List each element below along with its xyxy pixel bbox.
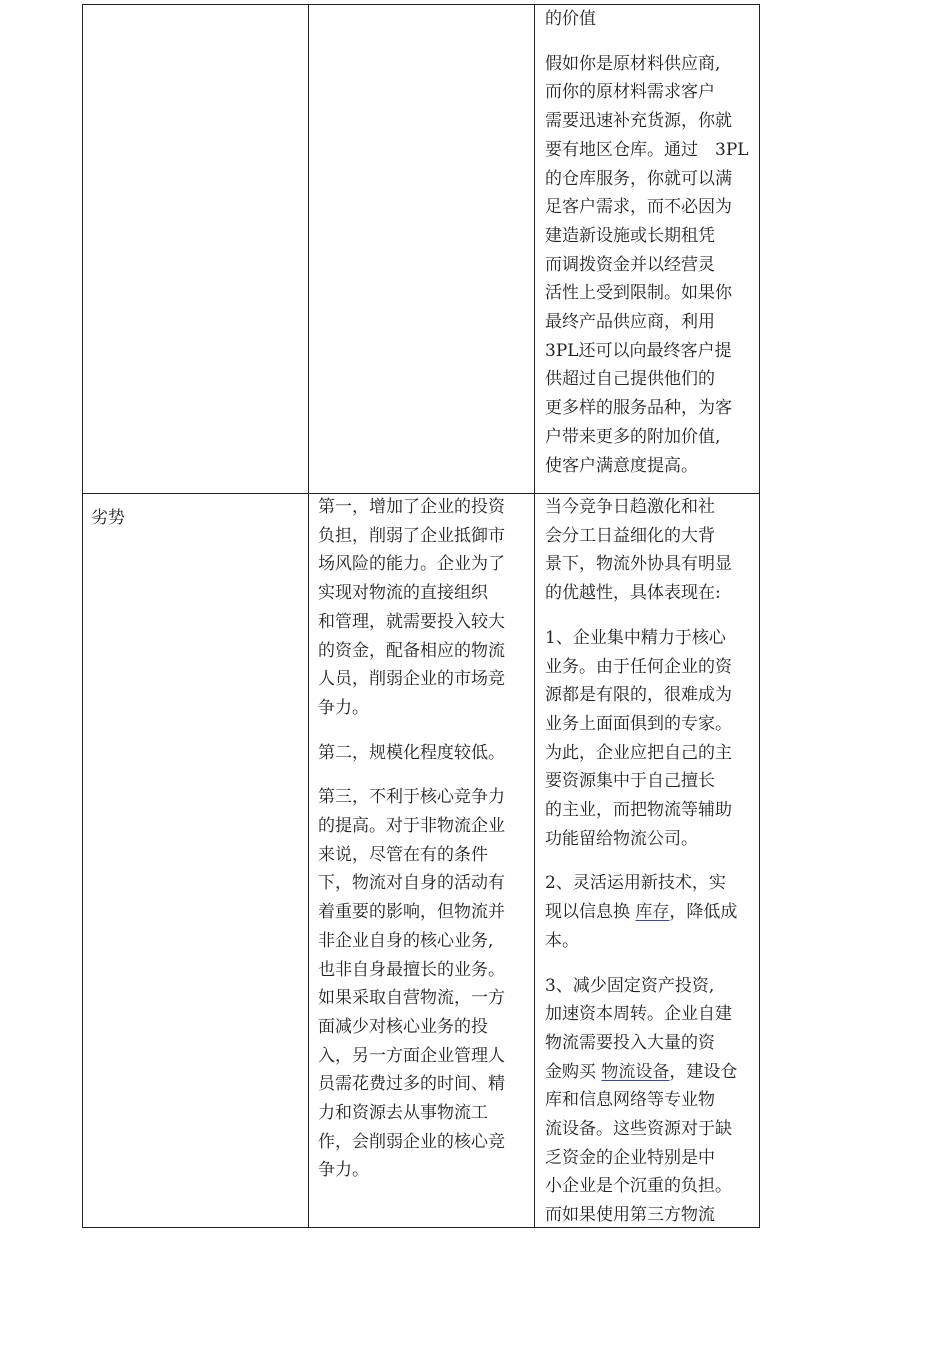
text-line: 功能留给物流公司。 [545,828,698,849]
text-line: 下，物流对自身的活动有 [318,873,505,894]
text-line: 面减少对核心业务的投 [318,1016,488,1037]
text-line: 要有地区仓库。通过 3PL [545,139,749,160]
text-line: 小企业是个沉重的负担。 [545,1176,732,1197]
text-line: 1、企业集中精力于核心 [545,627,726,648]
text-line: 来说，尽管在有的条件 [318,844,488,865]
text-line: 本。 [545,930,579,951]
text-line: 3PL还可以向最终客户提 [545,340,732,361]
text-line: 2、灵活运用新技术，实 [545,873,726,894]
text-line: 员需花费过多的时间、精 [318,1074,505,1095]
text-line: 着重要的影响，但物流并 [318,902,505,923]
bottom-row-label-cell [91,504,301,533]
bottom-row-col3-cell [545,493,759,1230]
text-line: 更多样的服务品种，为客 [545,398,732,419]
paragraph [545,50,759,481]
text-line: 入，另一方面企业管理人 [318,1045,505,1066]
column-divider-2 [534,5,535,1227]
logistics-equipment-link[interactable]: 物流设备 [601,1061,670,1082]
text-line: 乏资金的企业特别是中 [545,1147,715,1168]
text-line: 户带来更多的附加价值, [545,426,721,447]
text-line: 的主业，而把物流等辅助 [545,800,732,821]
text-line: 源都是有限的，很难成为 [545,685,732,706]
text-line: 而你的原材料需求客户 [545,82,715,103]
paragraph [545,493,759,608]
text-line: 第一，增加了企业的投资 [318,497,505,517]
text-line: 3、减少固定资产投资, [545,975,715,996]
text-line: 而如果使用第三方物流 [545,1205,715,1226]
text-line: 也非自身最擅长的业务。 [318,959,505,980]
paragraph [545,972,759,1230]
document-table [82,4,760,1228]
text-line: 而调拨资金并以经营灵 [545,254,715,275]
text-run: ，降低成 [669,902,738,923]
text-line: 假如你是原材料供应商, [545,53,721,74]
text-line: 争力。 [318,697,369,718]
paragraph [318,739,530,768]
text-line [545,1058,759,1087]
text-line: 第二，规模化程度较低。 [318,742,505,763]
text-line: 流设备。这些资源对于缺 [545,1119,732,1140]
inventory-link[interactable]: 库存 [635,902,670,923]
text-line: 作，会削弱企业的核心竞 [318,1131,505,1152]
text-line: 人员，削弱企业的市场竞 [318,669,505,690]
text-line: 库和信息网络等专业物 [545,1090,715,1111]
paragraph [545,5,759,34]
text-line: 供超过自己提供他们的 [545,369,715,390]
paragraph [545,869,759,955]
text-line: 实现对物流的直接组织 [318,583,488,604]
text-line: 业务。由于任何企业的资 [545,656,732,677]
text-line: 为此，企业应把自己的主 [545,742,732,763]
row-label: 劣势 [91,508,125,528]
text-line: 的优越性，具体表现在: [545,583,721,604]
text-line: 的提高。对于非物流企业 [318,816,505,837]
text-line: 当今竞争日趋激化和社 [545,497,715,517]
text-run: 现以信息换 [545,902,636,923]
paragraph [545,624,759,854]
text-line: 加速资本周转。企业自建 [545,1004,732,1025]
text-line: 争力。 [318,1160,369,1181]
text-line: 物流需要投入大量的资 [545,1032,715,1053]
text-line: 活性上受到限制。如果你 [545,283,732,304]
text-line: 建造新设施或长期租凭 [545,225,715,246]
text-line: 力和资源去从事物流工 [318,1103,488,1124]
text-line: 负担，削弱了企业抵御市 [318,525,505,546]
paragraph [318,783,530,1185]
text-line: 要资源集中于自己擅长 [545,771,715,792]
top-row-col3-cell [545,5,759,480]
text-line: 第三，不利于核心竞争力 [318,787,505,808]
text-line [545,898,759,927]
text-line: 非企业自身的核心业务, [318,930,494,951]
text-line: 景下，物流外协具有明显 [545,554,732,575]
text-line: 如果采取自营物流，一方 [318,988,505,1009]
paragraph [318,493,530,723]
text-line: 的仓库服务，你就可以满 [545,168,732,189]
text-line: 的价值 [545,9,596,29]
column-divider-1 [308,5,309,1227]
text-run: ，建设仓 [669,1061,738,1082]
text-line: 的资金，配备相应的物流 [318,640,505,661]
text-line: 需要迅速补充货源，你就 [545,111,732,132]
text-line: 场风险的能力。企业为了 [318,554,505,575]
text-line: 业务上面面俱到的专家。 [545,713,732,734]
text-line: 使客户满意度提高。 [545,455,698,476]
text-line: 和管理，就需要投入较大 [318,611,505,632]
text-line: 会分工日益细化的大背 [545,525,715,546]
bottom-row-col2-cell [318,493,530,1185]
text-line: 足客户需求，而不必因为 [545,197,732,218]
text-run: 金购买 [545,1061,602,1082]
text-line: 最终产品供应商，利用 [545,312,715,333]
